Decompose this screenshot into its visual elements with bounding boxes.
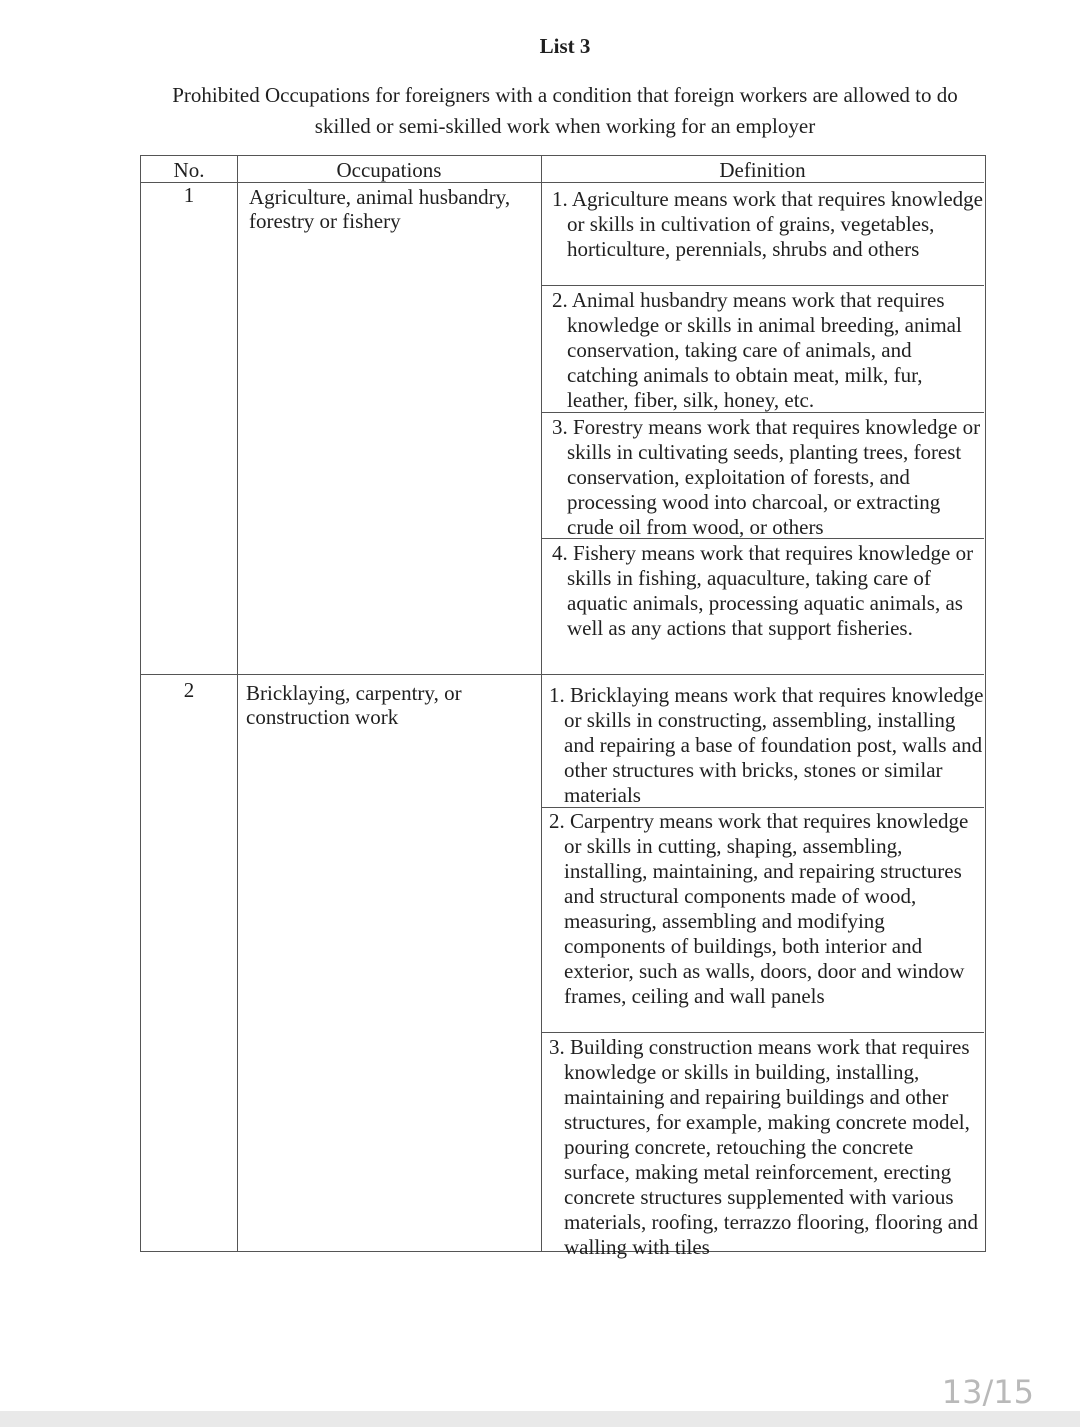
occupations-table bbox=[140, 155, 986, 1259]
definition-item: 2. Carpentry means work that requires knowledge or skills in cutting, shaping, assembling, installing, maintaining, and repairing structures and structural components made of wood, measuring, assembling and modifying components of buildings, both interior and exterior, such as walls, doors, door and window frames, ceiling and wall panels bbox=[549, 809, 969, 1008]
occupation-name: Agriculture, animal husbandry, forestry or fishery bbox=[249, 185, 511, 233]
definition-item: 3. Building construction means work that requires knowledge or skills in building, installing, maintaining and repairing buildings and other structures, for example, making concrete model, pouring concrete, retouching the concrete surface, making metal reinforcement, erecting concrete structures supplemented with various materials, roofing, terrazzo flooring, flooring and walling with tiles bbox=[549, 1035, 979, 1259]
definition-item: 1. Agriculture means work that requires knowledge or skills in cultivation of grains, vegetables, horticulture, perennials, shrubs and others bbox=[552, 187, 983, 261]
page-title: List 3 bbox=[539, 34, 591, 58]
definition-item: 3. Forestry means work that requires knowledge or skills in cultivating seeds, planting trees, forest conservation, exploitation of forests, and processing wood into charcoal, or extracting crude oil from wood, or others bbox=[552, 415, 981, 539]
definition-item: 1. Bricklaying means work that requires knowledge or skills in constructing, assembling, installing and repairing a base of foundation post, walls and other structures with bricks, stones or similar materials bbox=[549, 683, 984, 807]
occupation-name: Bricklaying, carpentry, or construction work bbox=[246, 681, 462, 729]
definition-divider bbox=[541, 538, 984, 539]
row-number: 1 bbox=[183, 183, 195, 207]
row-number: 2 bbox=[183, 678, 195, 702]
header-definition: Definition bbox=[719, 158, 806, 182]
definition-item: 4. Fishery means work that requires knowledge or skills in fishing, aquaculture, taking care of aquatic animals, processing aquatic animals, as well as any actions that support fisheries. bbox=[552, 541, 974, 640]
definition-divider bbox=[541, 1032, 984, 1033]
document-subtitle: Prohibited Occupations for foreigners with a condition that foreign workers are allowed to do skilled or semi-skilled work when working for an employer bbox=[172, 83, 958, 138]
page-indicator: 13/15 bbox=[941, 1373, 1034, 1411]
row-divider bbox=[141, 674, 984, 675]
definition-divider bbox=[541, 285, 984, 286]
definition-divider bbox=[541, 412, 984, 413]
viewer-bottom-bar bbox=[0, 1411, 1080, 1427]
column-divider bbox=[541, 156, 542, 1251]
header-occupations: Occupations bbox=[336, 158, 442, 182]
definition-item: 2. Animal husbandry means work that requires knowledge or skills in animal breeding, animal conservation, taking care of animals, and catching animals to obtain meat, milk, fur, leather, fiber, silk, honey, etc. bbox=[552, 288, 962, 412]
header-no: No. bbox=[173, 158, 205, 182]
definition-divider bbox=[541, 807, 984, 808]
column-divider bbox=[237, 156, 238, 1251]
